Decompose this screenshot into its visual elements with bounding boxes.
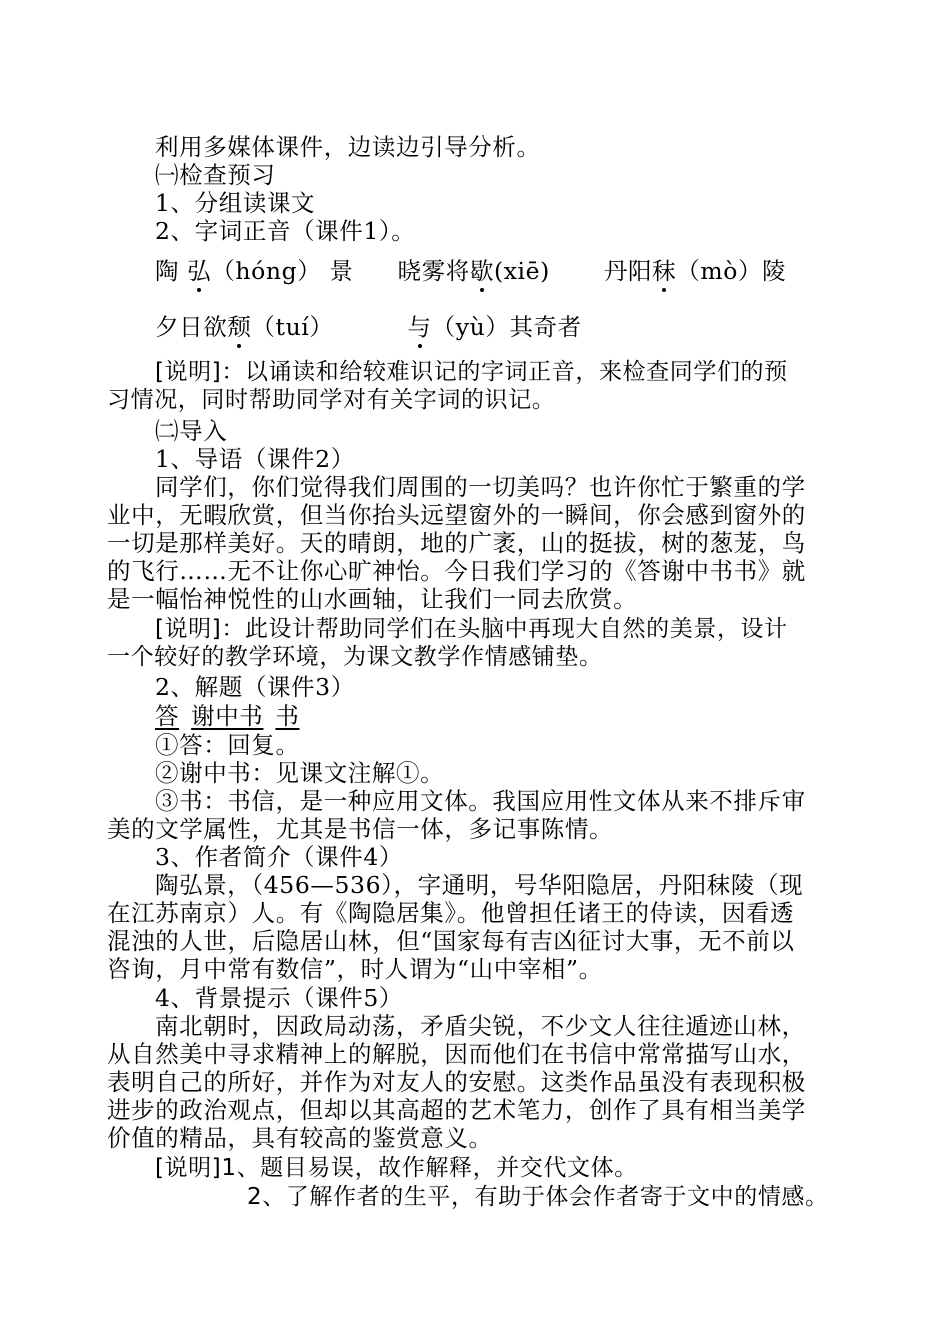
text-line: 南北朝时，因政局动荡，矛盾尖锐，不少文人往往遁迹山林，: [155, 1012, 806, 1040]
word-yu-qiqizhe: 与（yù）其奇者: [407, 313, 582, 341]
word-xiri-yutui: 夕日欲颓（tuí）: [155, 313, 334, 341]
title-part: 答: [155, 702, 180, 730]
text-line: ①答：回复。: [155, 731, 300, 759]
text-line: 在江苏南京）人。有《陶隐居集》。他曾担任诸王的侍读，因看透: [107, 899, 795, 927]
pronunciation-row: [155, 258, 786, 285]
text-line: 美的文学属性，尤其是书信一体，多记事陈情。: [107, 815, 614, 843]
text-line: 陶弘景，（456—536），字通明，号华阳隐居，丹阳秣陵（现: [155, 871, 804, 899]
text-line: 同学们，你们觉得我们周围的一切美吗？也许你忙于繁重的学: [155, 473, 806, 501]
section-heading-intro: ㈡导入: [155, 417, 228, 445]
note-paragraph: 一个较好的教学环境，为课文教学作情感铺垫。: [107, 644, 603, 670]
word-danyang-moling: 丹阳秣（mò）陵: [603, 257, 787, 285]
text-line: 2、解题（课件3）: [155, 673, 355, 701]
text-line: 咨询，月中常有数信”，时人谓为“山中宰相”。: [107, 955, 603, 983]
word-xiaowu-jiangxie: 晓雾将歇(xiē): [397, 257, 550, 285]
note-paragraph: [说明]1、题目易误，故作解释，并交代文体。: [155, 1155, 638, 1181]
text-line: 2、字词正音（课件1）。: [155, 217, 416, 245]
title-part: 谢中书: [191, 702, 264, 730]
text-line: 表明自己的所好，并作为对友人的安慰。这类作品虽没有表现积极: [107, 1068, 806, 1096]
note-paragraph: [说明]：以诵读和给较难识记的字词正音，来检查同学们的预: [155, 359, 788, 385]
text-line: 的飞行……无不让你心旷神怡。今日我们学习的《答谢中书书》就: [107, 557, 806, 585]
word-tao-hongjing: 陶 弘（hóng） 景: [155, 257, 354, 285]
text-line: 1、分组读课文: [155, 189, 316, 217]
text-line: ③书：书信，是一种应用文体。我国应用性文体从来不排斥审: [155, 787, 806, 815]
text-line: 价值的精品，具有较高的鉴赏意义。: [107, 1124, 493, 1152]
text-line: 4、背景提示（课件5）: [155, 984, 404, 1012]
pronunciation-row: [155, 314, 582, 341]
text-line: 3、作者简介（课件4）: [155, 843, 404, 871]
text-line: 一切是那样美好。天的晴朗，地的广袤，山的挺拔，树的葱茏，鸟: [107, 529, 806, 557]
text-line: ②谢中书：见课文注解①。: [155, 759, 445, 787]
section-heading-preview: ㈠检查预习: [155, 161, 276, 189]
text-line: 利用多媒体课件，边读边引导分析。: [155, 133, 541, 161]
text-line: 是一幅怡神悦性的山水画轴，让我们一同去欣赏。: [107, 585, 638, 613]
text-line: 混浊的人世，后隐居山林，但“国家每有吉凶征讨大事，无不前以: [107, 927, 795, 955]
note-paragraph: 习情况，同时帮助同学对有关字词的识记。: [107, 387, 556, 413]
note-paragraph: [说明]：此设计帮助同学们在头脑中再现大自然的美景，设计: [155, 616, 788, 642]
text-line: 从自然美中寻求精神上的解脱，因而他们在书信中常常描写山水，: [107, 1040, 806, 1068]
title-part: 书: [275, 702, 300, 730]
text-line: 1、导语（课件2）: [155, 445, 355, 473]
text-line: 进步的政治观点，但却以其高超的艺术笔力，创作了具有相当美学: [107, 1096, 806, 1124]
text-line: 业中，无暇欣赏，但当你抬头远望窗外的一瞬间，你会感到窗外的: [107, 501, 806, 529]
note-paragraph: 2、了解作者的生平，有助于体会作者寄于文中的情感。: [247, 1184, 829, 1210]
title-breakdown: [155, 703, 300, 730]
